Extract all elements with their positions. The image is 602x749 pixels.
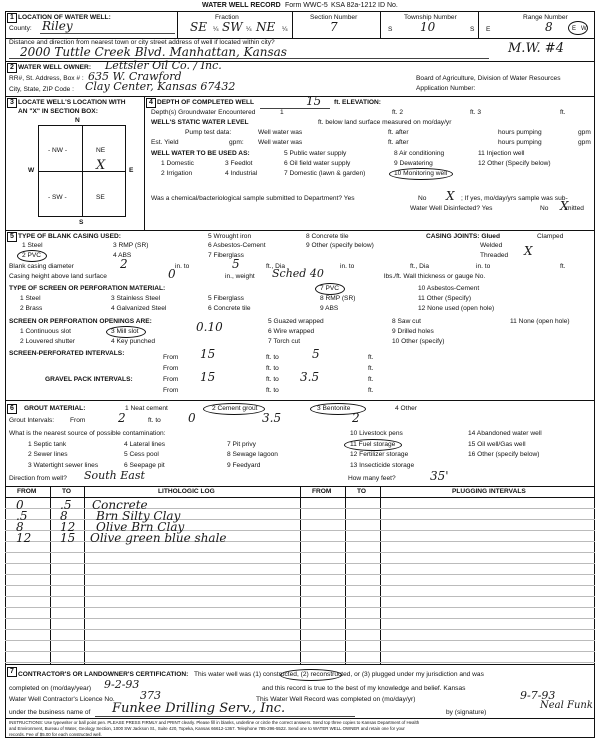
log-row-2-to: 8: [60, 509, 68, 523]
threaded-mark: X: [524, 244, 533, 258]
log-row-line: [5, 629, 595, 630]
well-id: M.W. #4: [508, 41, 564, 56]
constructed-circle: [280, 669, 342, 681]
lithologic-log-header: LITHOLOGIC LOG: [158, 488, 215, 495]
depth-value: 15: [306, 94, 322, 108]
business-name-value: Funkee Drilling Serv., Inc.: [112, 701, 286, 716]
casing-weight-value: Sched 40: [272, 267, 324, 280]
fraction-1: SE: [190, 20, 207, 34]
record-date: 9-7-93: [520, 689, 556, 702]
city-label: City, State, ZIP Code :: [9, 86, 74, 93]
gravel-pack-label: GRAVEL PACK INTERVALS:: [45, 376, 133, 383]
log-row-1-from: 0: [16, 498, 24, 512]
certification-label: CONTRACTOR'S OR LANDOWNER'S CERTIFICATION:: [18, 671, 189, 678]
log-row-1-desc: Concrete: [92, 498, 148, 512]
disinfected-label: Water Well Disinfected? Yes: [410, 205, 493, 212]
direction-label: Direction from well?: [9, 475, 67, 482]
fraction-2: SW: [222, 20, 243, 34]
grout-intervals-label: Grout Intervals:: [9, 417, 55, 424]
yield-label: Est. Yield: [151, 139, 179, 146]
location-mark: X: [96, 158, 106, 173]
log-row-line: [5, 640, 595, 641]
business-name-label: under the business name of: [9, 709, 91, 716]
section-7-number: 7: [7, 667, 17, 677]
pvc-screen-circle: [315, 283, 345, 295]
contamination-label: What is the nearest source of possible contamination:: [9, 430, 166, 437]
township-label: Township Number: [404, 14, 457, 21]
cement-grout-circle: [203, 403, 265, 415]
distance-label: Distance and direction from nearest town or city street address of well if located within city?: [9, 39, 275, 46]
instructions: INSTRUCTIONS: Use typewriter or ball point pen. PLEASE PRESS FIRMLY and PRINT clearly. Please fill in blanks, underline or circle the correct answers. Send top three copies to Kansas Department of Health: [9, 720, 420, 725]
form-title: WATER WELL RECORD: [202, 2, 281, 9]
range-value: 8: [545, 20, 553, 34]
completed-label: completed on (mo/day/year): [9, 685, 92, 692]
range-ew: E: [572, 26, 577, 32]
range-label: Range Number: [523, 14, 568, 21]
log-row-line: [5, 662, 595, 663]
owner-label: WATER WELL OWNER:: [18, 64, 92, 71]
street-value: 635 W. Crawford: [88, 70, 182, 83]
section-1-number: 1: [7, 13, 17, 23]
monitoring-well-circle: [389, 168, 453, 180]
fraction-label: Fraction: [215, 14, 239, 21]
log-row-line: [5, 585, 595, 586]
use-label: WELL WATER TO BE USED AS:: [151, 150, 250, 157]
log-row-line: [5, 651, 595, 652]
casing-diameter-label: Blank casing diameter: [9, 263, 74, 270]
screen-intervals-label: SCREEN-PERFORATED INTERVALS:: [9, 350, 125, 357]
locate-label-2: AN "X" IN SECTION BOX:: [18, 108, 98, 115]
section-2-number: 2: [7, 63, 17, 73]
log-row-line: [5, 519, 595, 520]
log-row-line: [5, 607, 595, 608]
log-row-1-to: .5: [60, 498, 72, 512]
fuel-storage-circle: [344, 439, 402, 451]
casing-joints-label: CASING JOINTS: Glued: [426, 233, 501, 240]
owner-value: Lettsler Oil Co. / Inc.: [105, 59, 222, 72]
signature: Neal Funk: [540, 700, 593, 711]
disinfected-mark: X: [560, 199, 569, 213]
log-row-line: [5, 563, 595, 564]
log-row-4-desc: Olive green blue shale: [90, 531, 227, 545]
board-label: Board of Agriculture, Division of Water Resources: [416, 75, 561, 82]
log-row-3-to: 12: [60, 520, 76, 534]
direction-value: South East: [84, 469, 145, 482]
chem-sample-label: Was a chemical/bacteriological sample submitted to Department? Yes: [151, 195, 355, 202]
pvc-casing-circle: [17, 250, 47, 262]
log-row-3-desc: Olive Brn Clay: [96, 520, 185, 534]
feet-value: 35': [430, 469, 449, 483]
casing-label: TYPE OF BLANK CASING USED:: [18, 233, 121, 240]
county-label: County:: [9, 25, 32, 32]
application-number-label: Application Number:: [416, 85, 476, 92]
well-record-form: WATER WELL RECORD Form WWC-5 KSA 82a-1212 ID No. 1 LOCATION OF WATER WELL: County: Riley Fraction SE ¼ SW ¼ NE ¼ Section Number 7 Township Number S 10 S Range Number E 8 E W Distance and direction from nearest town or city street address of well if located within city? 2000 Tuttle Creek Blvd. Manhattan, Kansas M.W. #4 2 WATER WELL OWNER: Lettsler Oil Co. / Inc. RR#, St. Address, Box # : 635 W. Crawford City, State, ZIP Code : Clay Center, Kansas 67432 Board of Agriculture, Division of Water Resources Application Number: 3 LOCATE WELL'S LOCATION WITH AN "X" IN SECTION BOX: N - NW - NE - SW - SE W E S X 4 DEPTH OF COMPLETED WELL 15 ft. ELEVATION: Depth(s) Groundwater Encountered 1 ft. 2 ft. 3 ft. WELL'S STATIC WATER LEVEL ft. below land surface measured on mo/day/yr Pump test data: Well water was ft. after hours pumping gpm Est. Yield gpm: Well water was ft. after hours pumping gpm WELL WATER TO BE USED AS: 1 Domestic 2 Irrigation 3 Feedlot 4 Industrial 5 Public water supply 6 Oil field water supply 7 Domestic (lawn & garden) 8 Air conditioning 9 Dewatering 10 Monitoring well 11 Injection well 12 Other (Specify below) Was a chemical/bacteriological sample submitted to Department? Yes No X ; If yes, mo/day/yrs sample was sub- mitted Water Well Disinfected? Yes No X 5 TYPE OF BLANK CASING USED: 1 Steel 2 PVC 3 RMP (SR) 4 ABS 5 Wrought iron 6 Asbestos-Cement 7 Fiberglass 8 Concrete tile 9 Other (specify below) CASING JOINTS: Glued Clamped Welded Threaded X Blank casing diameter 2 in. to 5 ft., Dia in. to ft., Dia in. to ft. Casing height above land surface 0 in., weight Sched 40 lbs./ft. Wall thickness or gauge No. TYPE OF SCREEN OR PERFORATION MATERIAL: 1 Steel 2 Brass 3 Stainless Steel 4 Galvanized Steel 5 Fiberglass 6 Concrete tile 7 PVC 8 RMP (SR) 9 ABS 10 Asbestos-Cement 11 Other (Specify) 12 None used (open hole) SCREEN OR PERFORATION OPENINGS ARE: 1 Continuous slot 2 Louvered shutter 3 Mill slot 0.10 4 Key punched 5 Guazed wrapped 6 Wire wrapped 7 Torch cut 8 Saw cut 9 Drilled holes 10 Other (specify) 11 None (open hole) SCREEN-PERFORATED INTERVALS: From 15 ft. to 5 ft. From ft. to ft. GRAVEL PACK INTERVALS: From 15 ft. to 3.5 ft. From ft. to ft. 6 GROUT MATERIAL: 1 Neat cement 2 Cement grout 3 Bentonite 4 Other Grout Intervals: From 2 ft. to 0 3.5 2 What is the nearest source of possible contamination: 1 Septic tank 2 Sewer lines 3 Watertight sewer lines 4 Lateral lines 5 Cess pool 6 Seepage pit 7 Pit privy 8 Sewage lagoon 9 Feedyard 10 Livestock pens 11 Fuel storage 12 Fertilizer storage 13 Insecticide storage 14 Abandoned water well 15 Oil well/Gas well 16 Other (specify below) Direction from well? South East How many feet? 35' FROM TO LITHOLOGIC LOG FROM TO PLUGGING INTERVALS 0 .5 Concrete .5 8 Brn Silty Clay 8 12 Olive Brn Clay 12 15 Olive green blue shale 7 CONTRACTOR'S OR LANDOWNER'S CERTIFICATION: This water well was (1) constructed, (2) reconstructed, or (3) plugged under my jurisdiction and was completed on (mo/day/year) 9-2-93 and this record is true to the best of my knowledge and belief. Kansas Water Well Contractor's Licence No. 373 This Water Well Record was completed on (mo/day/yr) 9-7-93 under the business name of Funkee Drilling Serv., Inc. by (signature) Neal Funk INSTRUCTIONS: Use typewriter or ball point pen. PLEASE PRESS FIRMLY and PRINT clearly. Please fill in blanks, underline or circle the correct answers. Send top three copies to Kansas Department of Health and Environment, Bureau of Water, Geology Section, 1000 SW Jackson St., Suite 420, Topeka, Kansas 66612-1367. Telephone 785-296-5522. Send one to WATER WELL OWNER and retain one for your records. Fee of $5.00 for each constructed well.: [0, 0, 602, 749]
log-row-line: [5, 574, 595, 575]
licence-value: 373: [140, 689, 161, 702]
slot-size-value: 0.10: [196, 320, 223, 334]
log-row-4-from: 12: [16, 531, 32, 545]
section-number-value: 7: [330, 20, 338, 34]
ksa-number: KSA 82a-1212: [331, 2, 377, 9]
licence-label: Water Well Contractor's Licence No.: [9, 696, 115, 703]
grout-label: GROUT MATERIAL:: [24, 405, 86, 412]
depth-label: DEPTH OF COMPLETED WELL: [157, 99, 255, 106]
fraction-3: NE: [256, 20, 276, 34]
township-value: 10: [420, 20, 436, 34]
mill-slot-circle: [106, 326, 146, 338]
log-row-2-desc: Brn Silty Clay: [96, 509, 181, 523]
plugging-intervals-header: PLUGGING INTERVALS: [452, 488, 526, 495]
section-6-number: 6: [7, 404, 17, 414]
section-4-number: 4: [146, 98, 156, 108]
log-row-4-to: 15: [60, 531, 76, 545]
log-row-line: [5, 596, 595, 597]
pump-test-label: Pump test data:: [185, 129, 232, 136]
street-label: RR#, St. Address, Box # :: [9, 75, 84, 82]
signature-label: by (signature): [446, 709, 487, 716]
county-value: Riley: [42, 19, 73, 33]
screen-material-label: TYPE OF SCREEN OR PERFORATION MATERIAL:: [9, 285, 166, 292]
openings-label: SCREEN OR PERFORATION OPENINGS ARE:: [9, 318, 152, 325]
log-row-line: [5, 552, 595, 553]
log-row-2-from: .5: [16, 509, 28, 523]
city-value: Clay Center, Kansas 67432: [85, 80, 236, 93]
log-row-3-from: 8: [16, 520, 24, 534]
casing-height-label: Casing height above land surface: [9, 273, 107, 280]
log-row-line: [5, 618, 595, 619]
groundwater-label: Depth(s) Groundwater Encountered: [151, 109, 256, 116]
section-5-number: 5: [7, 232, 17, 242]
section-number-label: Section Number: [310, 14, 358, 21]
static-level-label: WELL'S STATIC WATER LEVEL: [151, 119, 249, 126]
locate-label: LOCATE WELL'S LOCATION WITH: [18, 99, 126, 106]
chem-no-mark: X: [446, 189, 455, 203]
completed-date: 9-2-93: [104, 678, 140, 691]
location-label: LOCATION OF WATER WELL:: [18, 14, 111, 21]
section-3-number: 3: [7, 98, 17, 108]
form-number: Form WWC-5: [285, 2, 328, 9]
well-address: 2000 Tuttle Creek Blvd. Manhattan, Kansas: [20, 45, 287, 59]
how-many-feet-label: How many feet?: [348, 475, 396, 482]
id-no-label: ID No.: [378, 2, 398, 9]
